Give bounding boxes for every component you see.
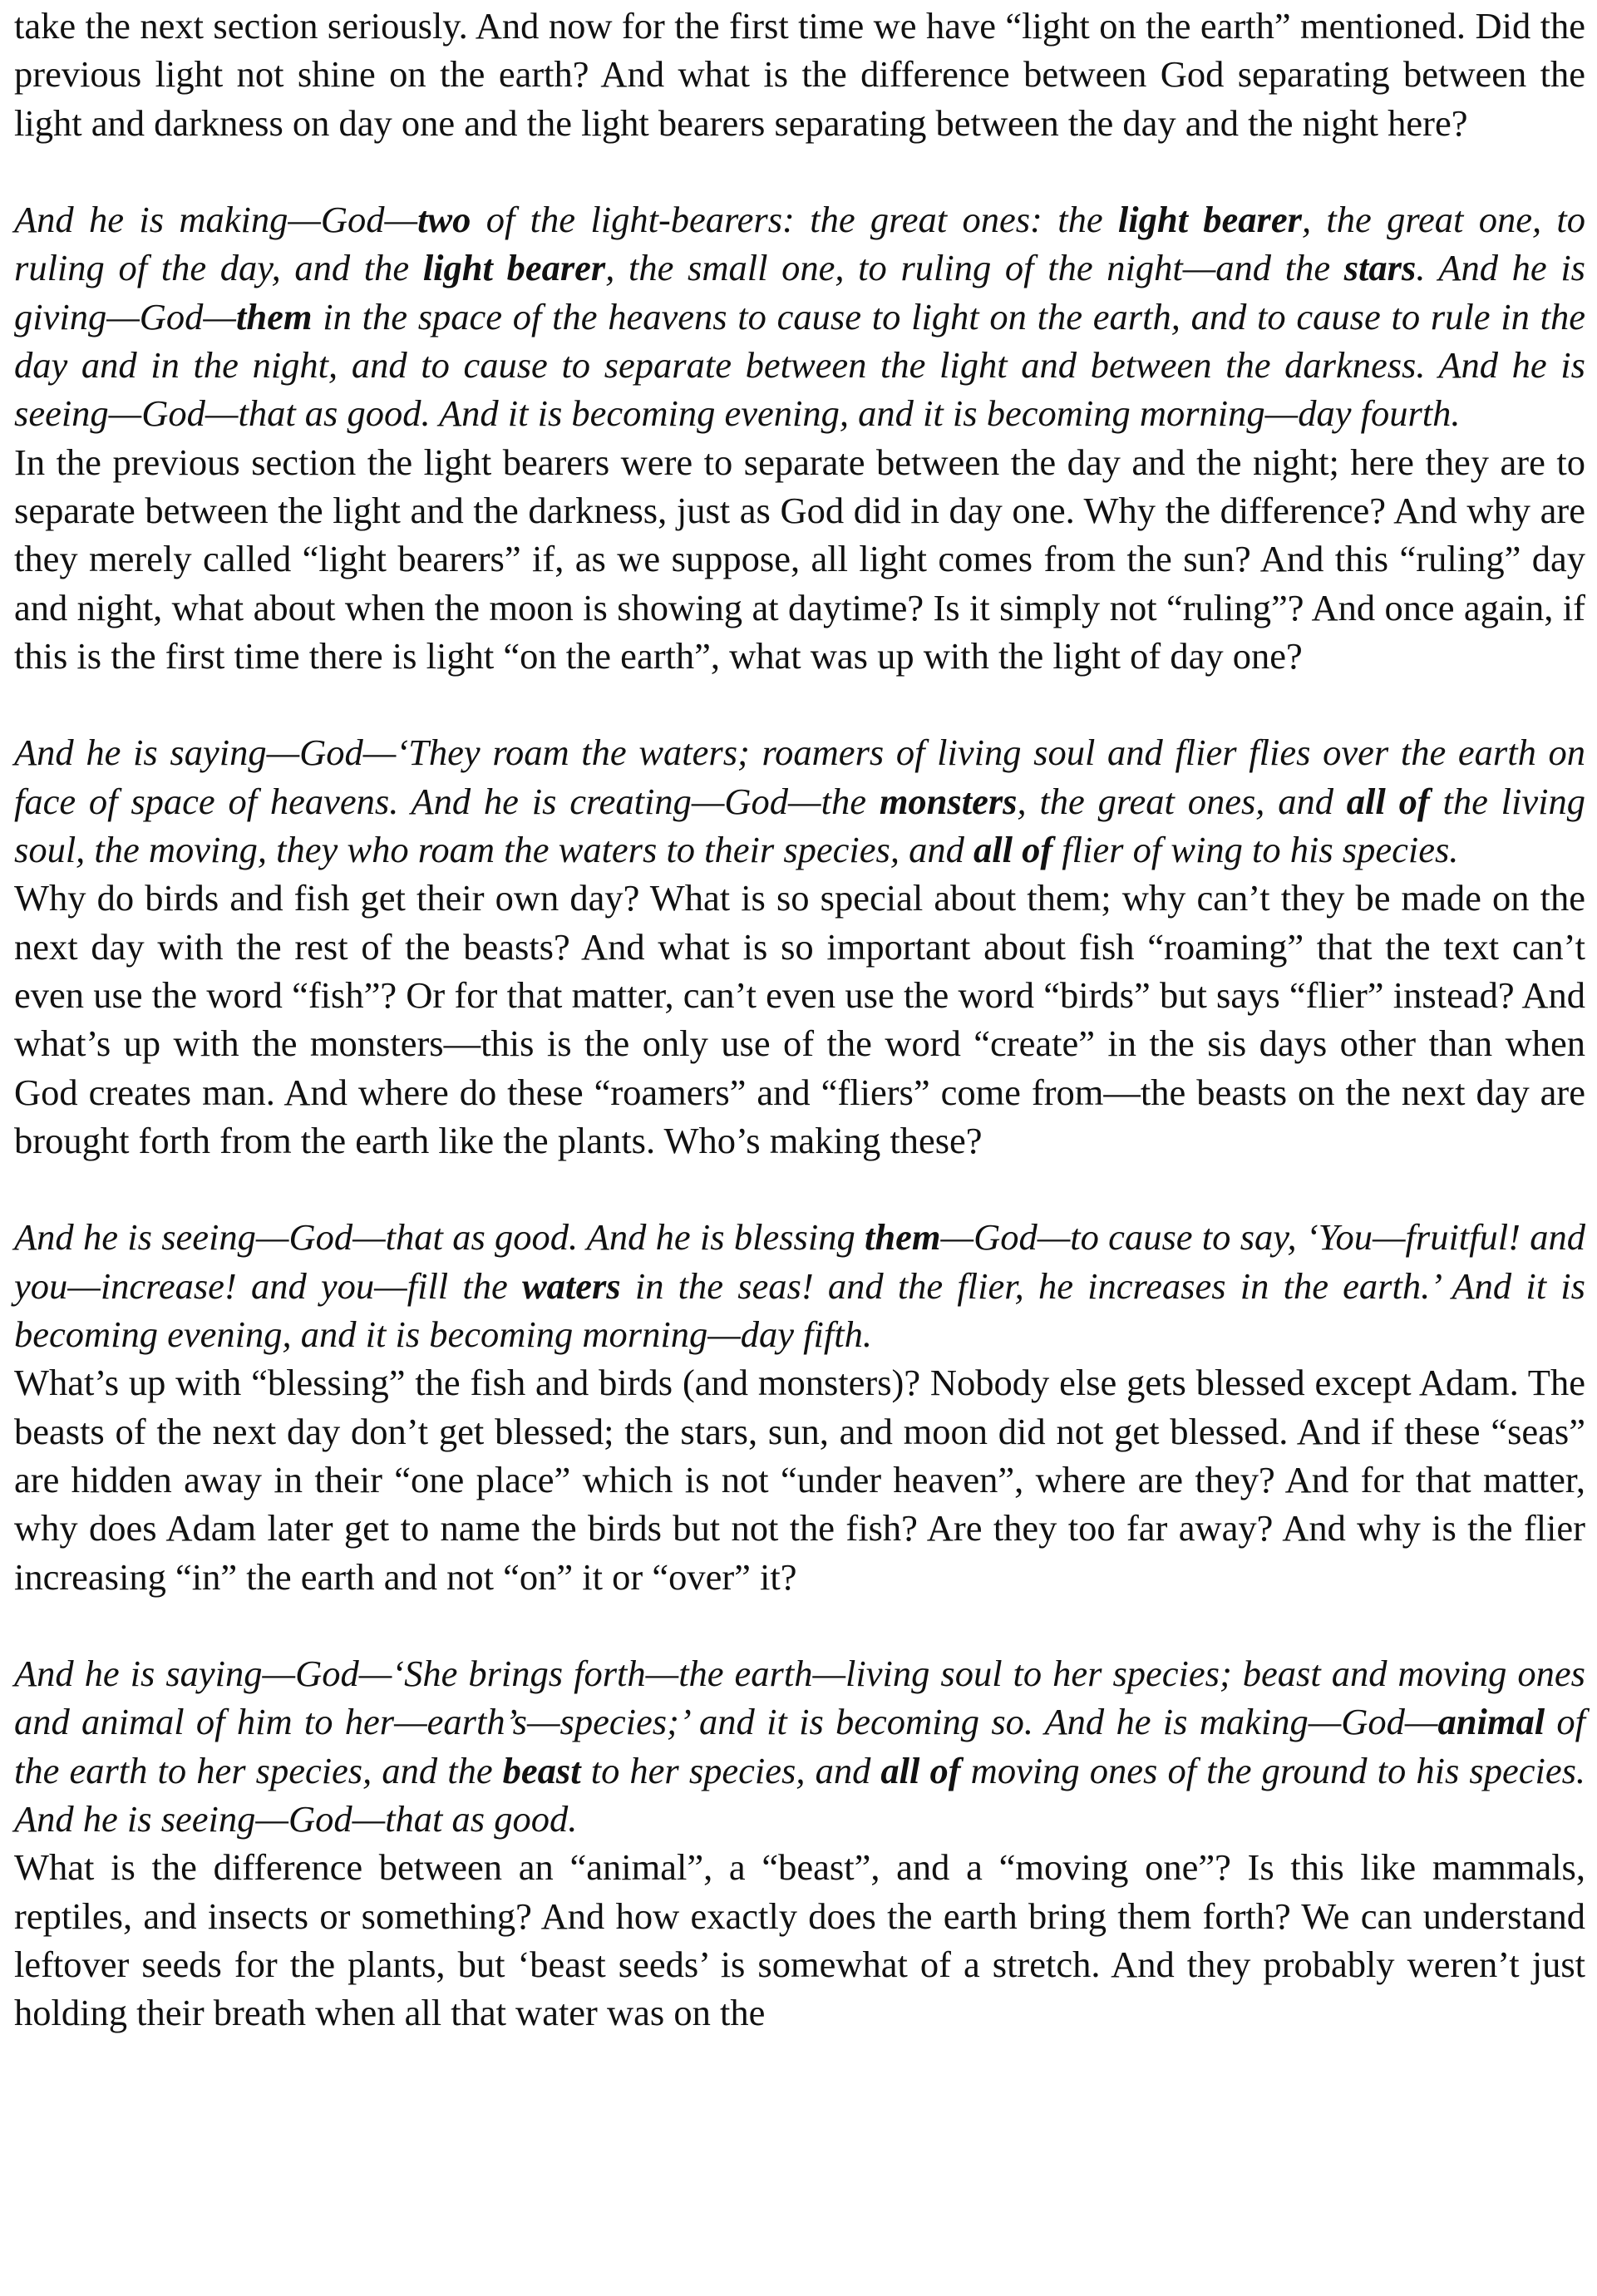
text-run: to her species, and <box>580 1749 881 1791</box>
bold-text-run: beast <box>502 1749 581 1791</box>
text-run: , the small one, to ruling of the night—and the <box>605 247 1344 289</box>
text-run: the living soul, the moving, they who roam the waters to their species, and <box>14 780 1586 871</box>
bold-text-run: all of <box>973 829 1053 871</box>
text-run: in the seas! and the flier, he increases in the earth.’ And it is becoming evening, and it is becoming morning—day fifth. <box>14 1264 1585 1356</box>
paragraph-commentary <box>14 874 1585 1165</box>
text-run: take the next section seriously. And now for the first time we have “light on the earth” mentioned. Did the previous light not shine on the earth? And what is the difference between God separating between the light and darkness on day one and the light bearers separating between the day and the night here? <box>14 5 1585 144</box>
text-run: Why do birds and fish get their own day? What is so special about them; why can’t they be made on the next day with the rest of the beasts? And what is so important about fish “roaming” that the text can’t even use the word “fish”? Or for that matter, can’t even use the word “birds” but says “flier” instead? And what’s up with the monsters—this is the only use of the word “create” in the sis days other than when God creates man. And where do these “roamers” and “fliers” come from—the beasts on the next day are brought forth from the earth like the plants. Who’s making these? <box>14 877 1585 1161</box>
bold-text-run: waters <box>521 1264 621 1307</box>
text-run: And he is seeing—God—that as good. And he is blessing <box>14 1216 865 1259</box>
paragraph-scripture-quote <box>14 1649 1585 1843</box>
bold-text-run: monsters <box>879 780 1018 822</box>
text-run: What is the difference between an “animal”, a “beast”, and a “moving one”? Is this like mammals, reptiles, and insects or something? And how exactly does the earth bring them forth? We can understand leftover seeds for the plants, but ‘beast seeds’ is somewhat of a stretch. And they probably weren’t just holding their breath when all that water was on the <box>14 1846 1585 2034</box>
bold-text-run: light bearer <box>422 247 606 289</box>
paragraph-scripture-quote <box>14 1213 1585 1358</box>
paragraph-commentary <box>14 2 1585 147</box>
text-run: In the previous section the light bearers were to separate between the day and the night; here they are to separate between the light and the darkness, just as God did in day one. Why the difference? And why are they merely called “light bearers” if, as we suppose, all light comes from the sun? And this “ruling” day and night, what about when the moon is showing at daytime? Is it simply not “ruling”? And once again, if this is the first time there is light “on the earth”, what was up with the light of day one? <box>14 441 1585 677</box>
text-run: . And he is giving—God— <box>14 247 1586 338</box>
paragraph-commentary <box>14 438 1585 680</box>
bold-text-run: two <box>417 199 471 241</box>
bold-text-run: them <box>865 1216 941 1259</box>
text-run: And he is making—God— <box>14 199 418 241</box>
text-run: And he is saying—God—‘They roam the waters; roamers of living soul and flier flies over the earth on face of space of heavens. And he is creating—God—the <box>14 732 1585 822</box>
text-run: moving ones of the ground to his species. And he is seeing—God—that as good. <box>14 1749 1586 1840</box>
text-run: flier of wing to his species. <box>1052 829 1459 871</box>
bold-text-run: all of <box>1346 780 1430 822</box>
text-run: , the great ones, and <box>1017 780 1347 822</box>
text-run: of the earth to her species, and the <box>14 1701 1585 1791</box>
bold-text-run: light bearer <box>1117 199 1302 241</box>
paragraph-scripture-quote <box>14 195 1585 437</box>
paragraph-scripture-quote <box>14 728 1585 874</box>
paragraph-commentary <box>14 1843 1585 2037</box>
bold-text-run: animal <box>1437 1701 1545 1743</box>
text-run: of the light-bearers: the great ones: the <box>471 199 1118 241</box>
bold-text-run: stars <box>1343 247 1417 289</box>
text-run: And he is saying—God—‘She brings forth—the earth—living soul to her species; beast and moving ones and animal of him to her—earth’s—species;’ and it is becoming so. And he is making—God— <box>14 1653 1585 1743</box>
document-body <box>14 2 1585 2037</box>
bold-text-run: all of <box>880 1749 961 1791</box>
text-run: —God—to cause to say, ‘You—fruitful! and you—increase! and you—fill the <box>14 1216 1586 1307</box>
text-run: , the great one, to ruling of the day, and the <box>14 199 1585 289</box>
paragraph-commentary <box>14 1358 1585 1600</box>
bold-text-run: them <box>236 295 313 338</box>
text-run: in the space of the heavens to cause to light on the earth, and to cause to rule in the day and in the night, and to cause to separate between the light and between the darkness. And he is seeing—God—that as good. And it is becoming evening, and it is becoming morning—day fourth. <box>14 295 1585 435</box>
text-run: What’s up with “blessing” the fish and birds (and monsters)? Nobody else gets blessed except Adam. The beasts of the next day don’t get blessed; the stars, sun, and moon did not get blessed. And if these “seas” are hidden away in their “one place” which is not “under heaven”, where are they? And for that matter, why does Adam later get to name the birds but not the fish? Are they too far away? And why is the flier increasing “in” the earth and not “on” it or “over” it? <box>14 1362 1585 1598</box>
